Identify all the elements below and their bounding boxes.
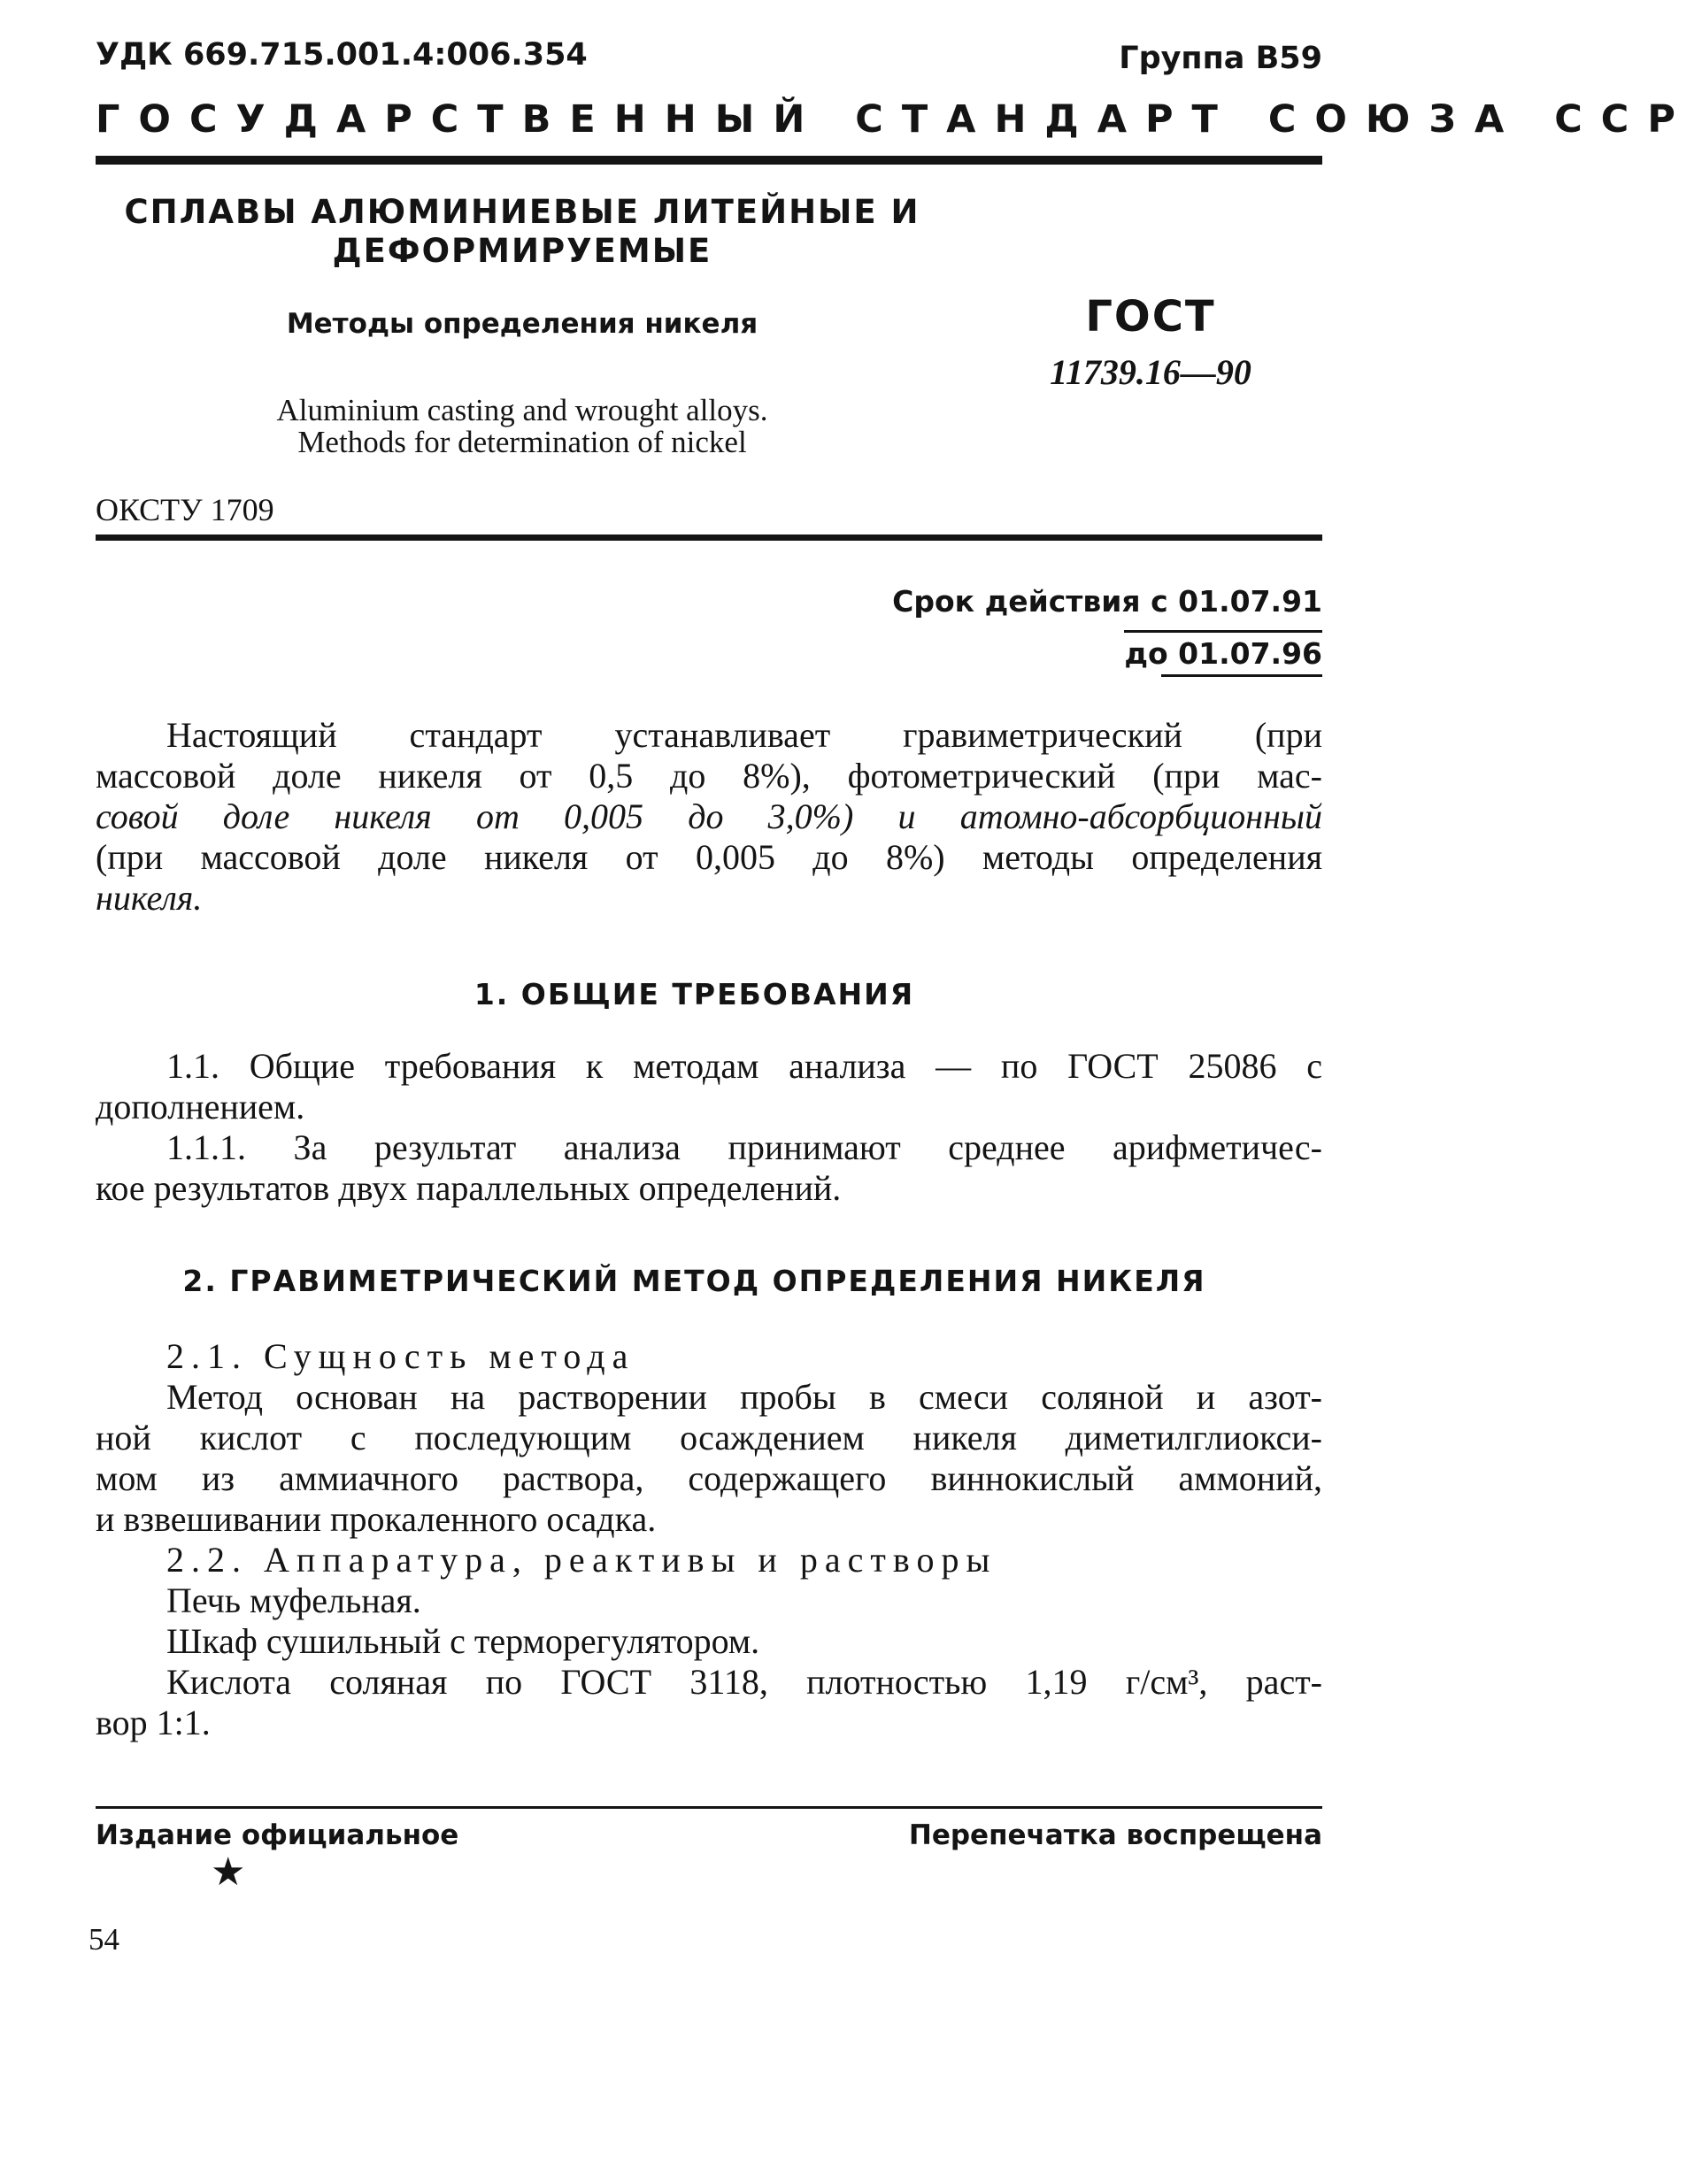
official-edition-note: Издание официальное <box>96 1819 459 1851</box>
udk-code: УДК 669.715.001.4:006.354 <box>96 37 588 73</box>
footer-rule <box>96 1806 1322 1809</box>
section-2-line: Метод основан на растворении пробы в смеси соляной и азот- <box>166 1377 1322 1417</box>
section-1-heading: 1. ОБЩИЕ ТРЕБОВАНИЯ <box>474 977 915 1011</box>
section-2-line: Печь муфельная. <box>166 1580 421 1620</box>
star-icon: ★ <box>211 1850 246 1894</box>
intro-line: никеля. <box>96 878 203 918</box>
document-title-line-1: СПЛАВЫ АЛЮМИНИЕВЫЕ ЛИТЕЙНЫЕ И <box>124 193 920 231</box>
intro-line: совой доле никеля от 0,005 до 3,0%) и атомно-абсорбционный <box>96 796 1322 836</box>
page-number: 54 <box>89 1922 119 1957</box>
state-standard-banner: ГОСУДАРСТВЕННЫЙ СТАНДАРТ СОЮЗА ССР <box>96 97 1694 142</box>
intro-line: Настоящий стандарт устанавливает гравиметрический (при <box>166 715 1322 755</box>
section-2-line: ной кислот с последующим осаждением никеля диметилглиокси- <box>96 1418 1322 1457</box>
intro-line: (при массовой доле никеля от 0,005 до 8%) методы определения <box>96 837 1322 877</box>
intro-paragraph <box>96 715 1322 919</box>
validity-underline <box>1161 674 1322 677</box>
gost-label: ГОСТ <box>1085 292 1216 342</box>
section-2-line: мом из аммиачного раствора, содержащего виннокислый аммоний, <box>96 1458 1322 1498</box>
oksty-code: ОКСТУ 1709 <box>96 492 274 527</box>
gost-number: 11739.16—90 <box>1050 352 1251 392</box>
section-1-body <box>96 1046 1322 1209</box>
middle-rule <box>96 534 1322 541</box>
section-1-line: кое результатов двух параллельных определений. <box>96 1168 842 1208</box>
subsection-2-1-title: 2.1. Сущность метода <box>166 1336 635 1376</box>
reprint-prohibited-note: Перепечатка воспрещена <box>908 1819 1322 1851</box>
section-1-line: дополнением. <box>96 1087 305 1127</box>
section-2-body <box>96 1336 1322 1743</box>
document-title-line-2: ДЕФОРМИРУЕМЫЕ <box>332 232 712 270</box>
section-1-line: 1.1.1. За результат анализа принимают среднее арифметичес- <box>166 1127 1322 1167</box>
english-title-line-1: Aluminium casting and wrought alloys. <box>276 393 768 427</box>
section-2-line: Кислота соляная по ГОСТ 3118, плотностью 1,19 г/см³, раст- <box>166 1662 1322 1702</box>
section-2-line: и взвешивании прокаленного осадка. <box>96 1499 657 1539</box>
top-rule <box>96 156 1322 165</box>
validity-to: до 01.07.96 <box>1124 630 1322 671</box>
section-2-line: вор 1:1. <box>96 1703 211 1742</box>
document-subtitle: Методы определения никеля <box>286 308 758 340</box>
subsection-2-2-title: 2.2. Аппаратура, реактивы и растворы <box>166 1540 997 1580</box>
section-2-line: Шкаф сушильный с терморегулятором. <box>166 1621 760 1661</box>
english-title-line-2: Methods for determination of nickel <box>297 425 747 459</box>
group-code: Группа В59 <box>1119 41 1322 76</box>
validity-from: Срок действия с 01.07.91 <box>892 584 1322 619</box>
section-2-heading: 2. ГРАВИМЕТРИЧЕСКИЙ МЕТОД ОПРЕДЕЛЕНИЯ НИКЕЛЯ <box>182 1264 1206 1298</box>
intro-line: массовой доле никеля от 0,5 до 8%), фотометрический (при мас- <box>96 756 1322 796</box>
section-1-line: 1.1. Общие требования к методам анализа — по ГОСТ 25086 с <box>166 1046 1322 1086</box>
